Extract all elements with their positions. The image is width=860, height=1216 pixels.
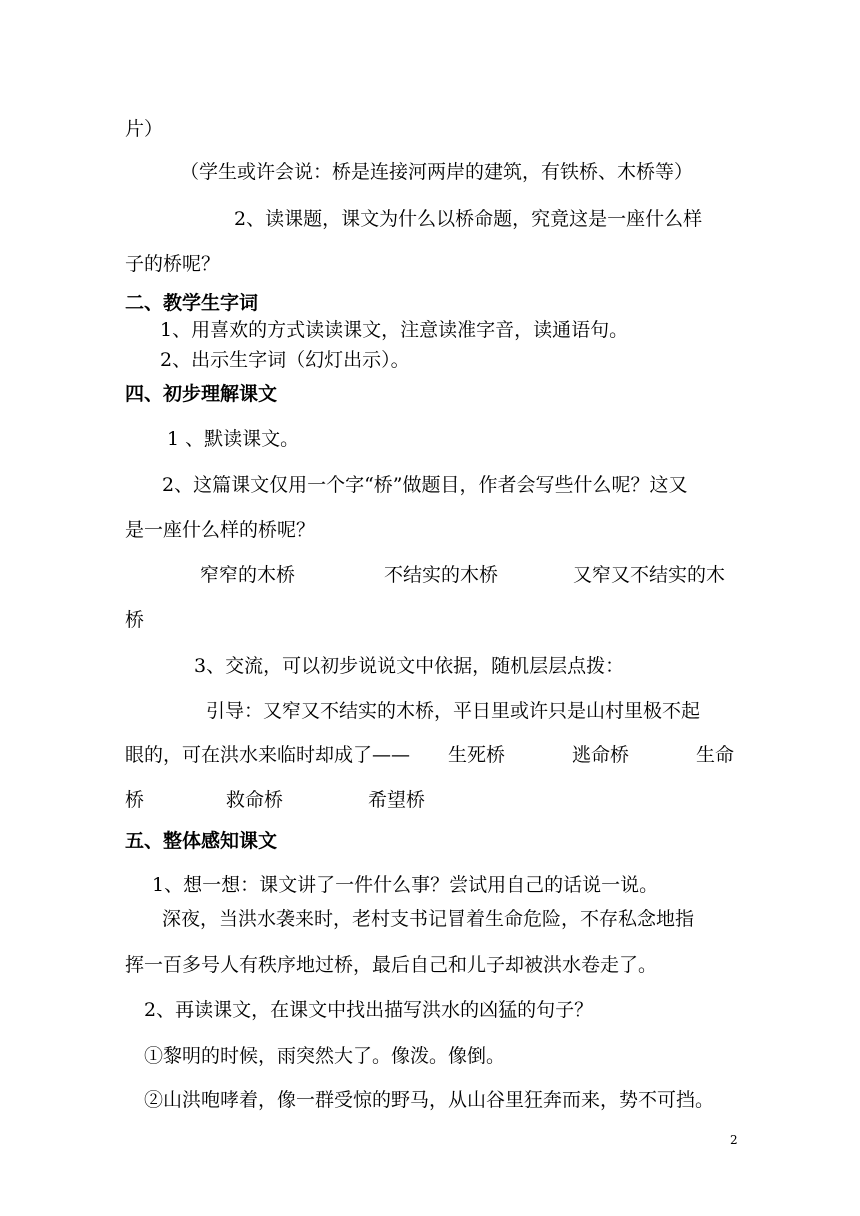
text-line: 生命 [696,744,735,766]
page-number: 2 [730,1133,738,1147]
text-line: 逃命桥 [572,744,630,766]
section-heading: 五、整体感知课文 [125,830,278,852]
text-line: ②山洪咆哮着，像一群受惊的野马，从山谷里狂奔而来，势不可挡。 [144,1089,715,1111]
text-line: 子的桥呢？ [125,253,221,275]
text-line: （学生或许会说：桥是连接河两岸的建筑，有铁桥、木桥等） [180,161,694,183]
text-line: ①黎明的时候，雨突然大了。像泼。像倒。 [144,1045,506,1067]
text-line: 救命桥 [226,789,284,811]
text-line: 眼的，可在洪水来临时却成了—— [125,744,411,766]
text-line: 1、用喜欢的方式读读课文，注意读准字音，读通语句。 [160,319,629,341]
text-line: 深夜，当洪水袭来时，老村支书记冒着生命危险，不存私念地指 [162,908,695,930]
text-line: 桥 [125,789,145,811]
text-line: 生死桥 [448,744,506,766]
text-line: 桥 [125,609,145,631]
text-line: 片） [125,118,164,140]
text-line: 引导：又窄又不结实的木桥，平日里或许只是山村里极不起 [206,700,701,722]
text-line: 2、再读课文，在课文中找出描写洪水的凶猛的句子？ [144,999,594,1021]
text-line: 是一座什么样的桥呢？ [125,519,316,541]
section-heading: 四、初步理解课文 [125,383,278,405]
text-line: 挥一百多号人有秩序地过桥，最后自己和儿子却被洪水卷走了。 [125,954,658,976]
text-line: 1、想一想：课文讲了一件什么事？尝试用自己的话说一说。 [152,874,659,896]
text-line: 希望桥 [368,789,426,811]
section-heading: 二、教学生字词 [125,292,259,314]
text-line: 又窄又不结实的木 [573,564,726,586]
text-line: 3、交流，可以初步说说文中依据，随机层层点拨： [194,655,625,677]
text-line: 2、这篇课文仅用一个字“桥”做题目，作者会写些什么呢？这又 [162,474,688,496]
text-line: 2、出示生字词（幻灯出示）。 [160,349,410,371]
text-line: 2、读课题，课文为什么以桥命题，究竟这是一座什么样 [234,208,703,230]
text-line: 不结实的木桥 [384,564,499,586]
text-line: 窄窄的木桥 [200,564,296,586]
text-line: 1 、默读课文。 [167,428,300,450]
